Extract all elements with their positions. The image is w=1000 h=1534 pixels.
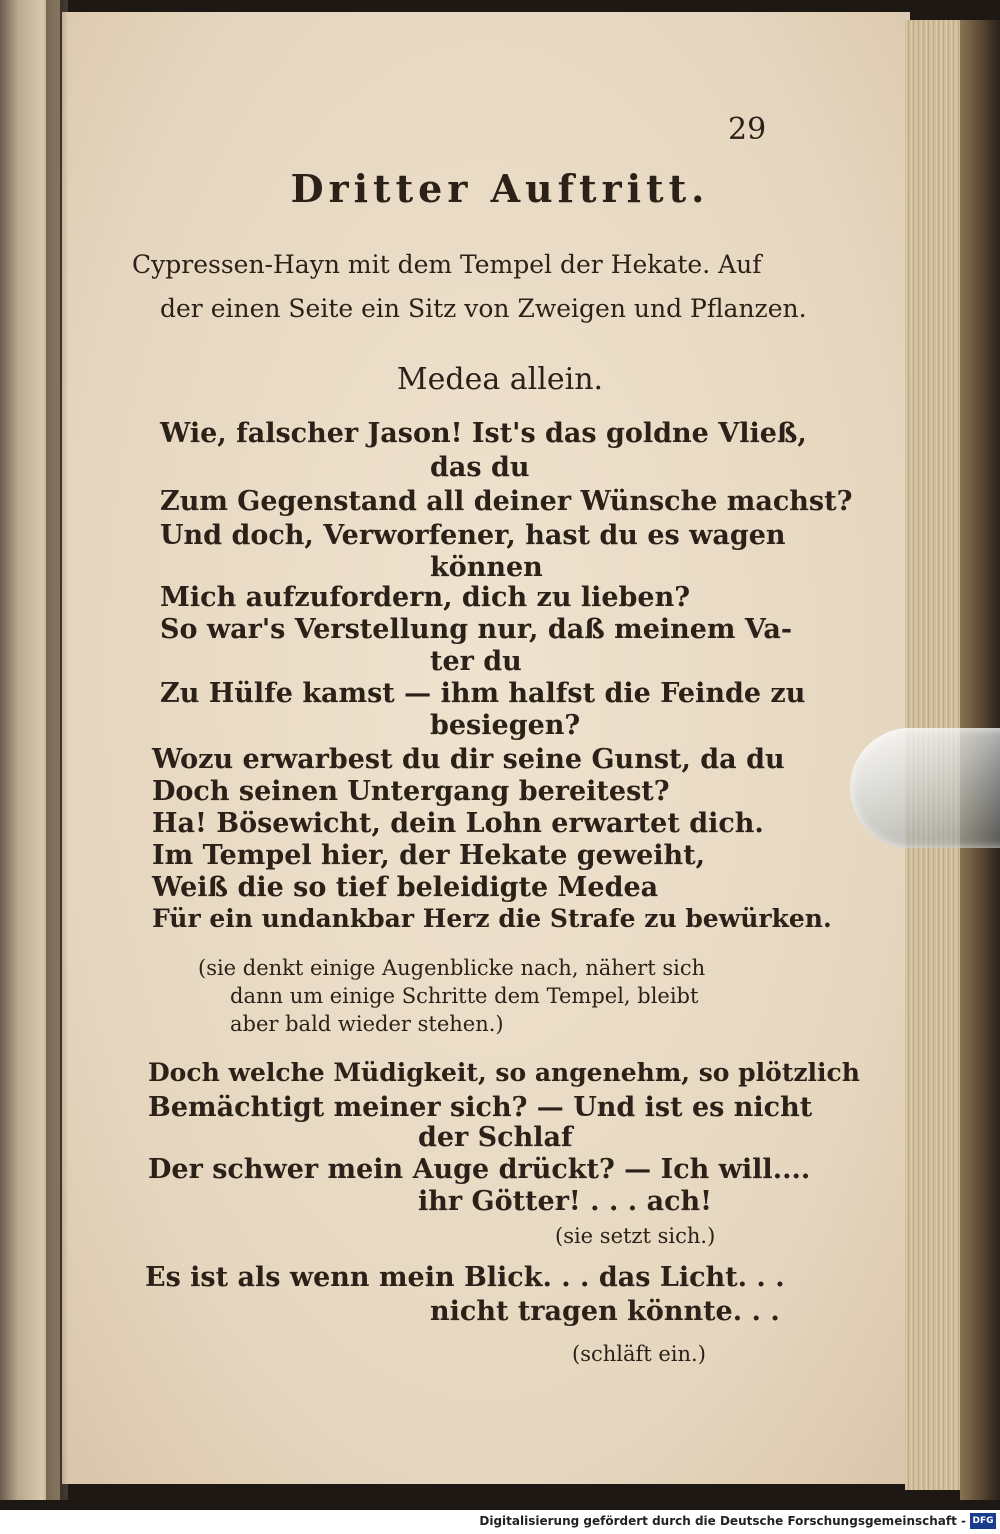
verse-line: Im Tempel hier, der Hekate geweiht, xyxy=(152,840,706,871)
verse-continuation: besiegen? xyxy=(430,710,581,741)
stage-direction: dann um einige Schritte dem Tempel, bleibt xyxy=(230,984,699,1008)
verse-line: Weiß die so tief beleidigte Medea xyxy=(152,872,659,903)
page-clamp xyxy=(850,728,1000,848)
stage-direction: (sie denkt einige Augenblicke nach, nähert sich xyxy=(198,956,706,980)
verse-continuation: der Schlaf xyxy=(418,1122,573,1153)
verse-continuation: ter du xyxy=(430,646,522,677)
verse-continuation: ihr Götter! . . . ach! xyxy=(418,1186,712,1217)
verse-line: Zu Hülfe kamst — ihm halfst die Feinde zu xyxy=(160,678,806,709)
verse-line: Zum Gegenstand all deiner Wünsche machst? xyxy=(160,486,853,517)
verse-line: Mich aufzufordern, dich zu lieben? xyxy=(160,582,691,613)
character-heading: Medea allein. xyxy=(396,362,604,397)
verse-line: Wozu erwarbest du dir seine Gunst, da du xyxy=(152,744,785,775)
verse-line: Für ein undankbar Herz die Strafe zu bewürken. xyxy=(152,904,832,933)
stage-direction: (schläft ein.) xyxy=(572,1342,706,1366)
verse-line: Der schwer mein Auge drückt? — Ich will.... xyxy=(148,1154,811,1185)
verse-continuation: das du xyxy=(430,452,530,483)
footer-credit: Digitalisierung gefördert durch die Deutsche Forschungsgemeinschaft - xyxy=(479,1514,966,1528)
verse-line: Doch welche Müdigkeit, so angenehm, so plötzlich xyxy=(148,1058,860,1087)
verse-line: So war's Verstellung nur, daß meinem Va- xyxy=(160,614,793,645)
verse-line: Doch seinen Untergang bereitest? xyxy=(152,776,670,807)
page-number: 29 xyxy=(728,112,767,147)
verse-continuation: können xyxy=(430,552,543,583)
scene-description-line: der einen Seite ein Sitz von Zweigen und Pflanzen. xyxy=(160,294,807,323)
verse-line: Und doch, Verworfener, hast du es wagen xyxy=(160,520,786,551)
stage-direction: aber bald wieder stehen.) xyxy=(230,1012,504,1036)
digitization-footer xyxy=(0,1510,1000,1534)
scene-description-line: Cypressen-Hayn mit dem Tempel der Hekate. Auf xyxy=(132,250,762,279)
verse-line: Bemächtigt meiner sich? — Und ist es nicht xyxy=(148,1092,813,1123)
verse-line: Wie, falscher Jason! Ist's das goldne Vließ, xyxy=(160,418,807,449)
stage-direction: (sie setzt sich.) xyxy=(555,1224,716,1248)
page-gutter xyxy=(46,0,68,1500)
dfg-logo: DFG xyxy=(970,1513,996,1529)
verse-line: Ha! Bösewicht, dein Lohn erwartet dich. xyxy=(152,808,764,839)
scene-title: Dritter Auftritt. xyxy=(290,166,710,211)
verse-line: Es ist als wenn mein Blick. . . das Licht. . . xyxy=(145,1262,785,1293)
verse-continuation: nicht tragen könnte. . . xyxy=(430,1296,780,1327)
